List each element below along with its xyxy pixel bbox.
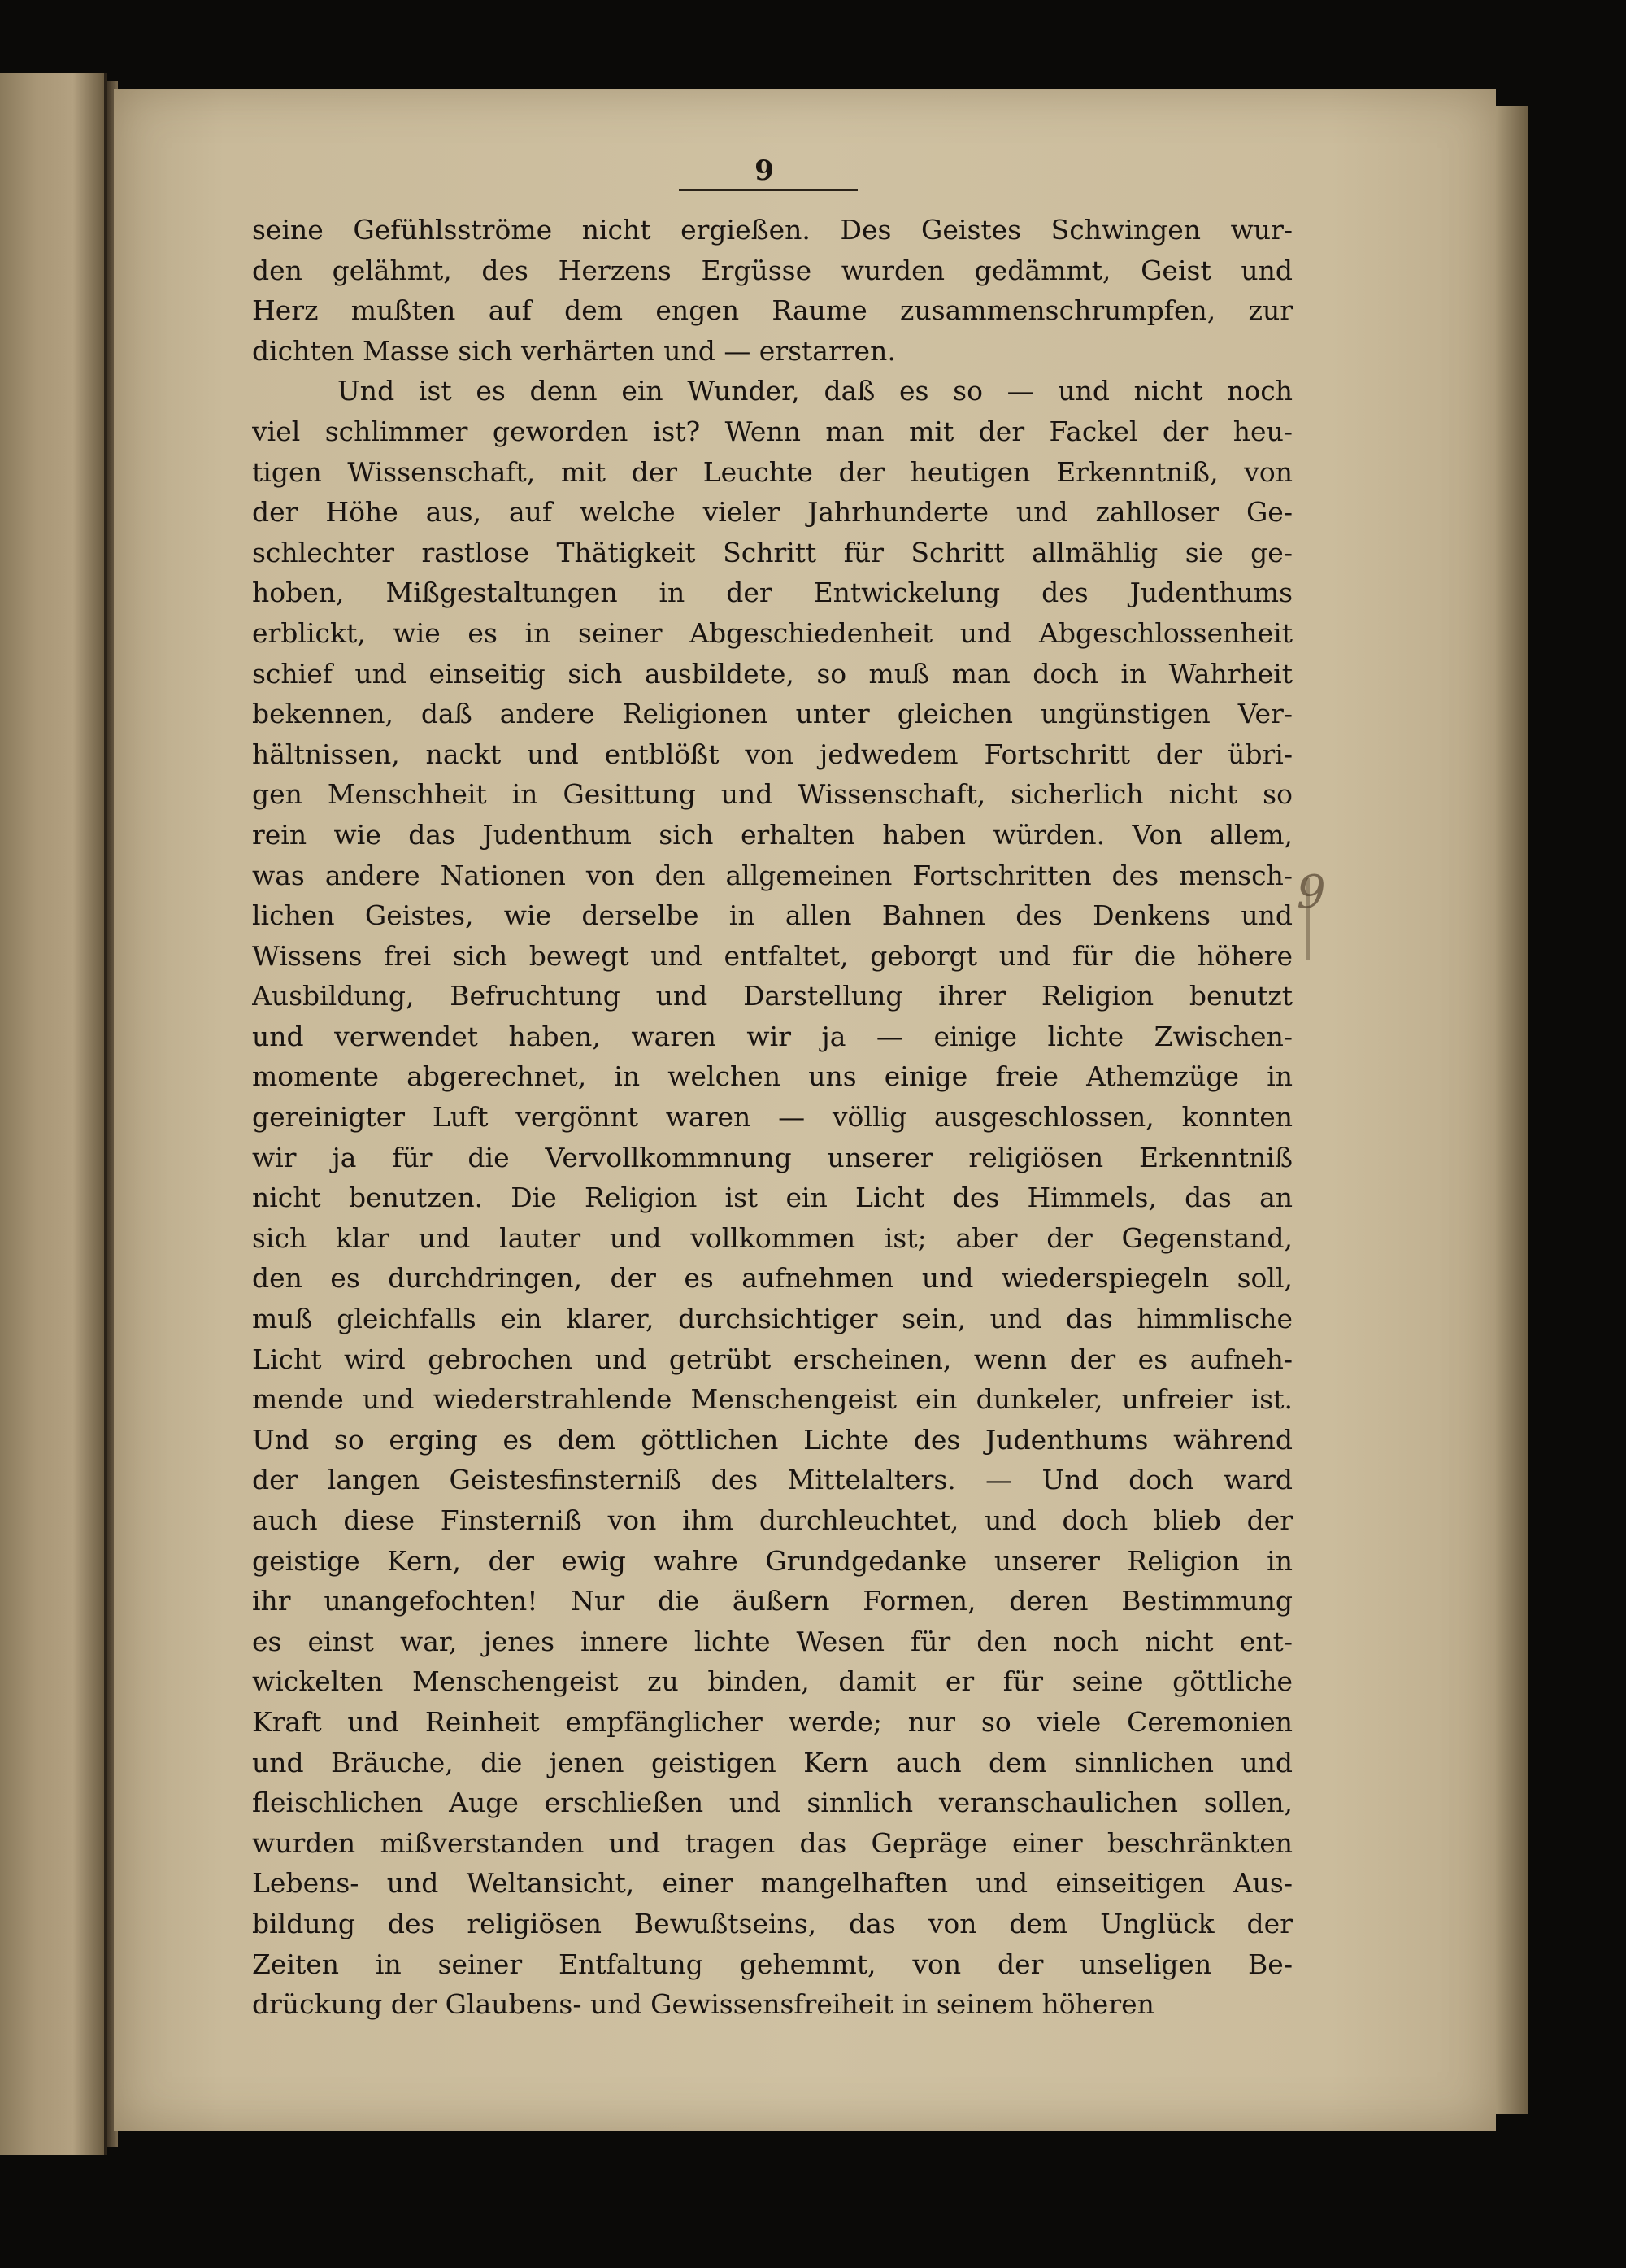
text-line: geistige Kern, der ewig wahre Grundgedanke unserer Religion in [252, 1544, 1293, 1577]
text-line: Herz mußten auf dem engen Raume zusammenschrumpfen, zur [252, 294, 1293, 327]
left-page-edge [0, 73, 107, 2155]
text-line: was andere Nationen von den allgemeinen Fortschritten des mensch- [252, 859, 1293, 891]
text-line: Wissens frei sich bewegt und entfaltet, geborgt und für die höhere [252, 939, 1293, 972]
text-line: ihr unangefochten! Nur die äußern Formen, deren Bestimmung [252, 1585, 1293, 1617]
text-line: bildung des religiösen Bewußtseins, das von dem Unglück der [252, 1907, 1293, 1939]
text-line: bekennen, daß andere Religionen unter gleichen ungünstigen Ver- [252, 698, 1293, 730]
margin-handwritten-note: 9 [1297, 866, 1326, 919]
text-line: erblickt, wie es in seiner Abgeschiedenheit und Abgeschlossenheit [252, 616, 1293, 649]
text-line: den es durchdringen, der es aufnehmen und wiederspiegeln soll, [252, 1262, 1293, 1295]
text-line: seine Gefühlsströme nicht ergießen. Des Geistes Schwingen wur- [252, 214, 1293, 246]
text-line: gen Menschheit in Gesittung und Wissenschaft, sicherlich nicht so [252, 778, 1293, 811]
text-line: Kraft und Reinheit empfänglicher werde; nur so viele Ceremonien [252, 1705, 1293, 1738]
text-line: Und ist es denn ein Wunder, daß es so — und nicht noch [337, 375, 1293, 407]
text-line: sich klar und lauter und vollkommen ist; aber der Gegenstand, [252, 1221, 1293, 1254]
right-page-edge [1496, 106, 1528, 2114]
text-line: lichen Geistes, wie derselbe in allen Bahnen des Denkens und [252, 899, 1293, 932]
text-line: dichten Masse sich verhärten und — erstarren. [252, 334, 896, 367]
text-line: Und so erging es dem göttlichen Lichte des Judenthums während [252, 1423, 1293, 1456]
text-line: Licht wird gebrochen und getrübt erscheinen, wenn der es aufneh- [252, 1343, 1293, 1375]
text-line: der Höhe aus, auf welche vieler Jahrhunderte und zahlloser Ge- [252, 496, 1293, 529]
page-number: 9 [754, 155, 774, 187]
body-text [252, 210, 1293, 2025]
text-line: gereinigter Luft vergönnt waren — völlig ausgeschlossen, konnten [252, 1101, 1293, 1134]
text-line: tigen Wissenschaft, mit der Leuchte der heutigen Erkenntniß, von [252, 455, 1293, 488]
header-rule [679, 189, 858, 191]
text-line: wickelten Menschengeist zu binden, damit er für seine göttliche [252, 1665, 1293, 1698]
text-line: drückung der Glaubens- und Gewissensfreiheit in seinem höheren [252, 1988, 1154, 2021]
text-line: Zeiten in seiner Entfaltung gehemmt, von der unseligen Be- [252, 1948, 1293, 1980]
text-line: auch diese Finsterniß von ihm durchleuchtet, und doch blieb der [252, 1504, 1293, 1536]
text-line: Lebens- und Weltansicht, einer mangelhaften und einseitigen Aus- [252, 1867, 1293, 1900]
text-line: momente abgerechnet, in welchen uns einige freie Athemzüge in [252, 1060, 1293, 1093]
text-line: viel schlimmer geworden ist? Wenn man mit der Fackel der heu- [252, 415, 1293, 447]
text-line: rein wie das Judenthum sich erhalten haben würden. Von allem, [252, 818, 1293, 851]
text-line: wurden mißverstanden und tragen das Gepräge einer beschränkten [252, 1826, 1293, 1859]
text-line: schief und einseitig sich ausbildete, so muß man doch in Wahrheit [252, 657, 1293, 690]
text-line: hältnissen, nackt und entblößt von jedwedem Fortschritt der übri- [252, 738, 1293, 770]
text-line: schlechter rastlose Thätigkeit Schritt für Schritt allmählig sie ge- [252, 536, 1293, 568]
text-line: Ausbildung, Befruchtung und Darstellung ihrer Religion benutzt [252, 980, 1293, 1012]
text-line: wir ja für die Vervollkommnung unserer religiösen Erkenntniß [252, 1141, 1293, 1173]
text-line: mende und wiederstrahlende Menschengeist ein dunkeler, unfreier ist. [252, 1383, 1293, 1416]
text-line: hoben, Mißgestaltungen in der Entwickelung des Judenthums [252, 577, 1293, 609]
text-line: den gelähmt, des Herzens Ergüsse wurden gedämmt, Geist und [252, 254, 1293, 286]
text-line: der langen Geistesfinsterniß des Mittelalters. — Und doch ward [252, 1464, 1293, 1496]
text-line: fleischlichen Auge erschließen und sinnlich veranschaulichen sollen, [252, 1787, 1293, 1819]
text-line: und verwendet haben, waren wir ja — einige lichte Zwischen- [252, 1020, 1293, 1052]
text-line: und Bräuche, die jenen geistigen Kern auch dem sinnlichen und [252, 1746, 1293, 1778]
text-line: es einst war, jenes innere lichte Wesen für den noch nicht ent- [252, 1625, 1293, 1657]
text-line: muß gleichfalls ein klarer, durchsichtiger sein, und das himmlische [252, 1303, 1293, 1335]
text-line: nicht benutzen. Die Religion ist ein Licht des Himmels, das an [252, 1182, 1293, 1214]
